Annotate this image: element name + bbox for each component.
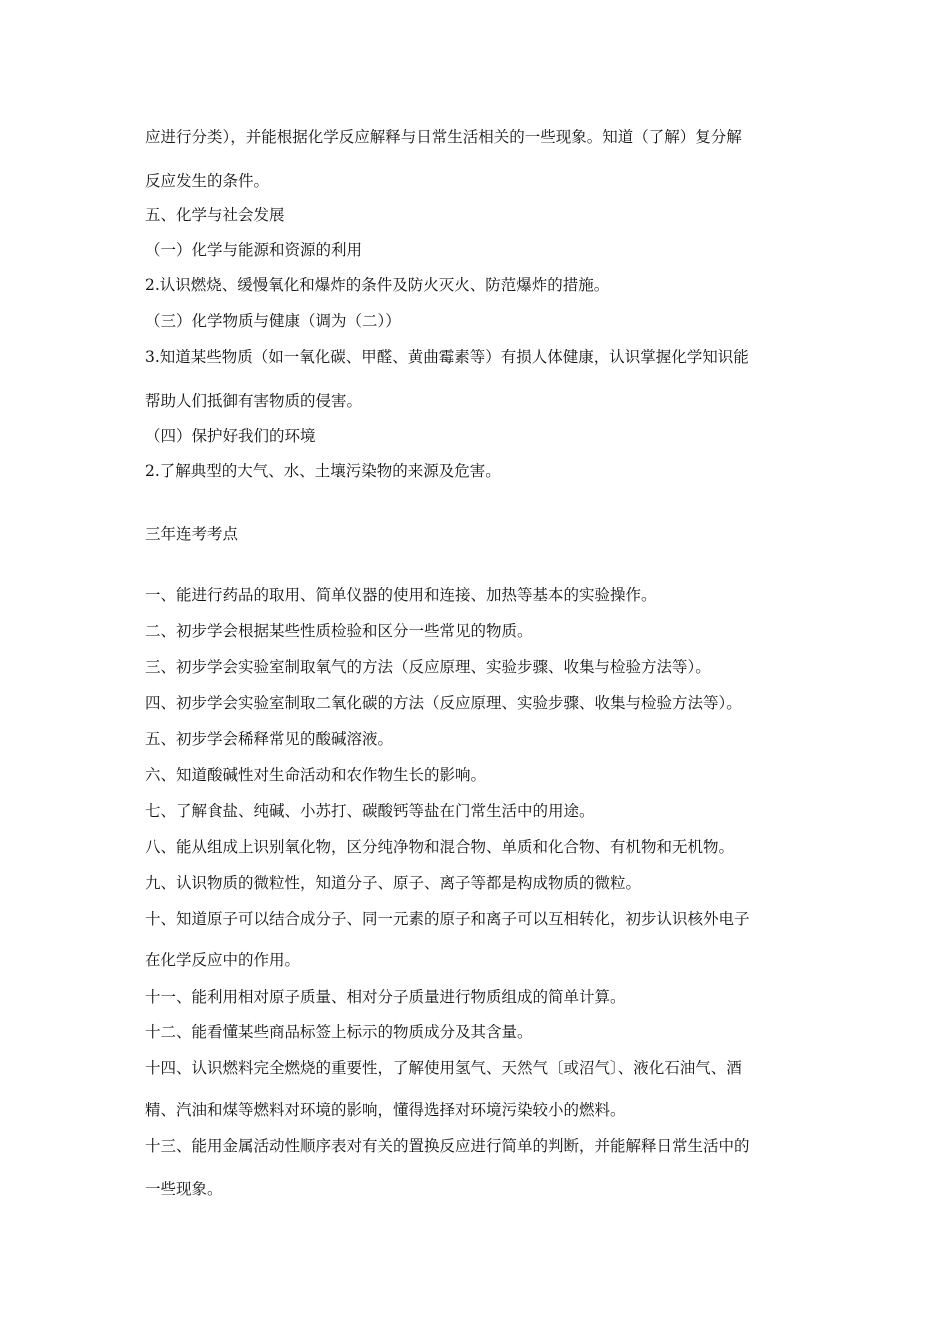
text-line-1: 应进行分类），并能根据化学反应解释与日常生活相关的一些现象。知道（了解）复分解 xyxy=(145,128,742,146)
text-line-2: 反应发生的条件。 xyxy=(145,172,270,190)
exam-point-11: 十一、能利用相对原子质量、相对分子质量进行物质组成的简单计算。 xyxy=(145,988,626,1006)
exam-point-3: 三、初步学会实验室制取氧气的方法（反应原理、实验步骤、收集与检验方法等）。 xyxy=(145,658,711,676)
exam-point-13: 十三、能用金属活动性顺序表对有关的置换反应进行简单的判断，并能解释日常生活中的 xyxy=(145,1137,750,1155)
section-heading-5: 五、化学与社会发展 xyxy=(145,206,285,224)
exam-point-8: 八、能从组成上识别氧化物，区分纯净物和混合物、单质和化合物、有机物和无机物。 xyxy=(145,838,735,856)
exam-point-5: 五、初步学会稀释常见的酸碱溶液。 xyxy=(145,730,394,748)
exam-point-10: 十、知道原子可以结合成分子、同一元素的原子和离子可以互相转化，初步认识核外电子 xyxy=(145,910,750,928)
subsection-heading-4: （四）保护好我们的环境 xyxy=(145,427,316,445)
text-line-5: 2.认识燃烧、缓慢氧化和爆炸的条件及防火灭火、防范爆炸的措施。 xyxy=(145,276,610,294)
exam-point-6: 六、知道酸碱性对生命活动和农作物生长的影响。 xyxy=(145,766,487,784)
exam-point-2: 二、初步学会根据某些性质检验和区分一些常见的物质。 xyxy=(145,622,533,640)
subsection-heading-3: （三）化学物质与健康（调为（二）） xyxy=(145,312,401,330)
exam-point-14: 十四、认识燃料完全燃烧的重要性，了解使用氢气、天然气〔或沼气〕、液化石油气、酒 xyxy=(145,1059,742,1077)
exam-point-7: 七、了解食盐、纯碱、小苏打、碳酸钙等盐在门常生活中的用途。 xyxy=(145,802,595,820)
exam-point-14-cont: 精、汽油和煤等燃料对环境的影响，懂得选择对环境污染较小的燃料。 xyxy=(145,1101,626,1119)
text-line-8: 帮助人们抵御有害物质的侵害。 xyxy=(145,392,363,410)
text-line-7: 3.知道某些物质（如一氧化碳、甲醛、黄曲霉素等）有损人体健康，认识掌握化学知识能 xyxy=(145,348,749,366)
exam-point-10-cont: 在化学反应中的作用。 xyxy=(145,951,301,969)
exam-point-13-cont: 一些现象。 xyxy=(145,1180,223,1198)
exam-point-1: 一、能进行药品的取用、简单仪器的使用和连接、加热等基本的实验操作。 xyxy=(145,586,657,604)
exam-point-12: 十二、能看懂某些商品标签上标示的物质成分及其含量。 xyxy=(145,1023,533,1041)
subsection-heading-1: （一）化学与能源和资源的利用 xyxy=(145,241,363,259)
exam-point-4: 四、初步学会实验室制取二氧化碳的方法（反应原理、实验步骤、收集与检验方法等）。 xyxy=(145,694,742,712)
section-title-exam-points: 三年连考考点 xyxy=(145,525,239,543)
text-line-10: 2.了解典型的大气、水、土壤污染物的来源及危害。 xyxy=(145,462,501,480)
exam-point-9: 九、认识物质的微粒性，知道分子、原子、离子等都是构成物质的微粒。 xyxy=(145,874,642,892)
